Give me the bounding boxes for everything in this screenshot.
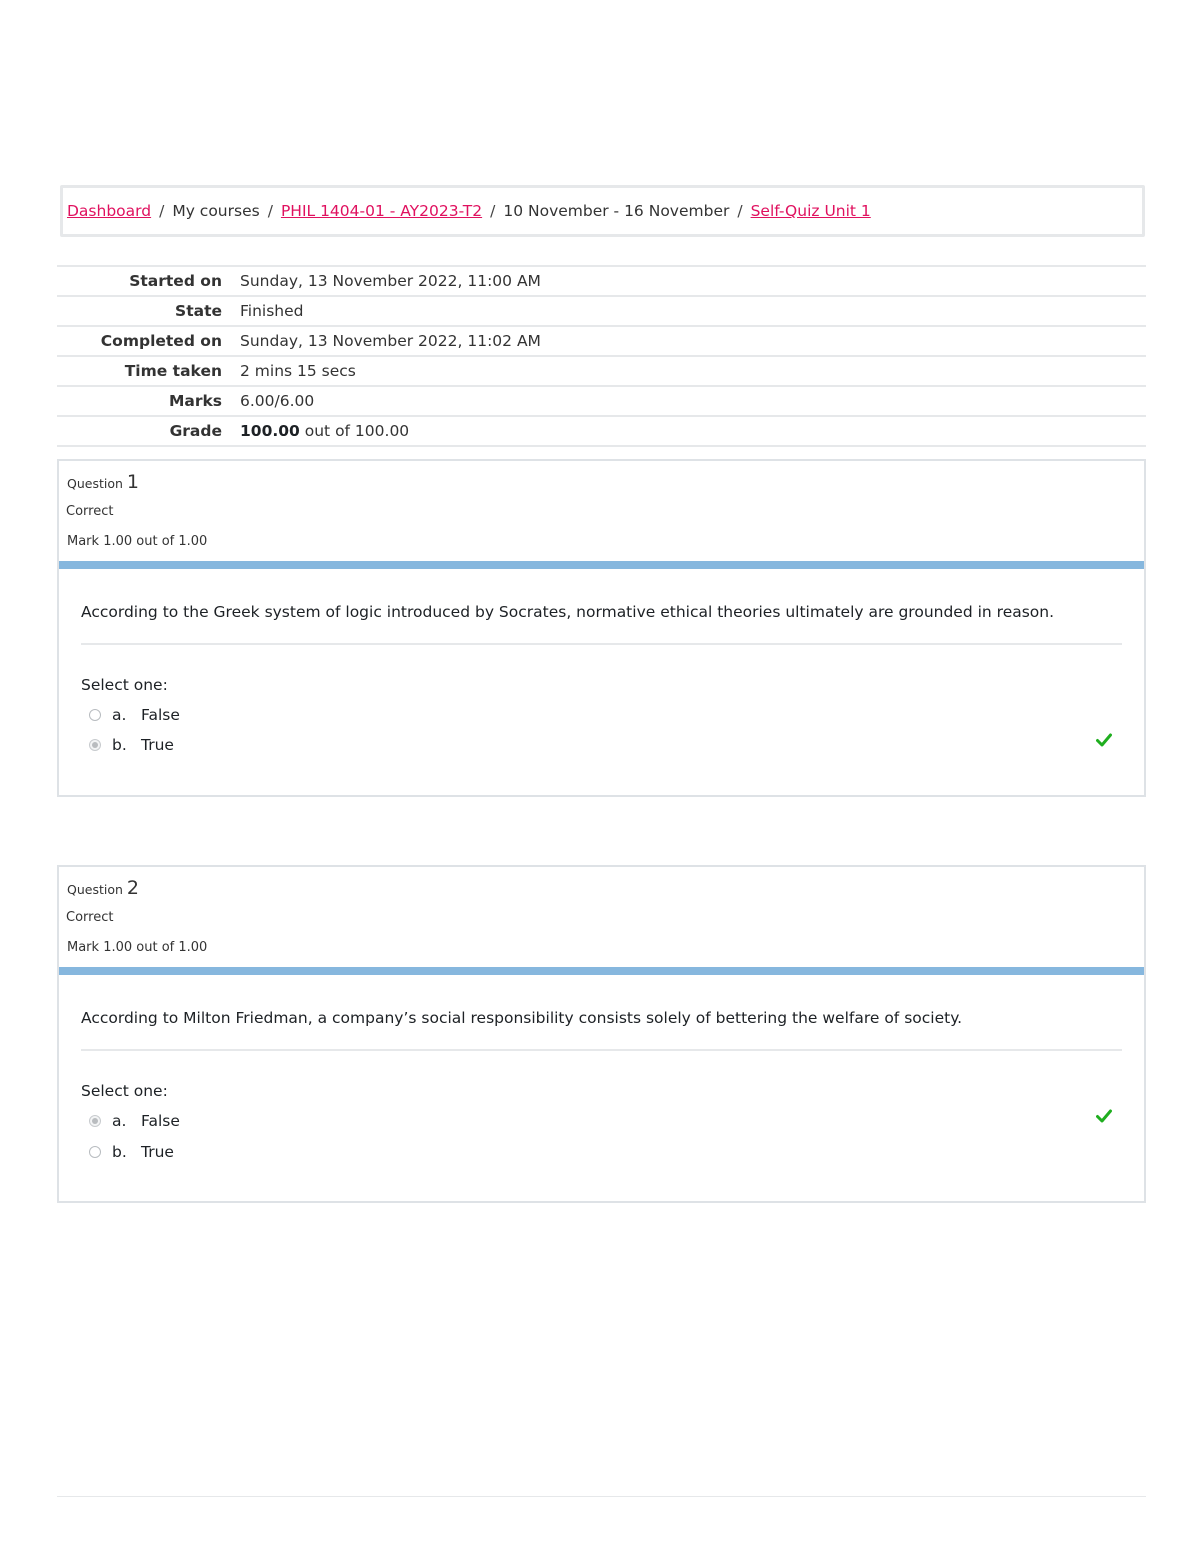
radio-icon[interactable] xyxy=(89,709,101,721)
answer-prompt: Select one: xyxy=(81,676,168,694)
summary-label: Completed on xyxy=(100,332,222,350)
summary-value: Sunday, 13 November 2022, 11:00 AM xyxy=(240,272,541,290)
summary-row-started-on xyxy=(57,267,1146,297)
question-accent-bar xyxy=(59,967,1144,975)
question-content xyxy=(59,569,1144,795)
answer-option-b[interactable] xyxy=(89,1143,174,1161)
summary-value: Finished xyxy=(240,302,304,320)
breadcrumb-course[interactable]: PHIL 1404-01 - AY2023-T2 xyxy=(280,202,483,220)
question-number-value: 2 xyxy=(126,877,139,899)
grade-out-of: out of 100.00 xyxy=(299,422,410,440)
question-number xyxy=(67,877,139,899)
radio-icon[interactable] xyxy=(89,1146,101,1158)
question-1 xyxy=(57,459,1146,797)
breadcrumb-separator: / xyxy=(737,202,743,220)
question-prefix: Question xyxy=(67,476,123,491)
answer-option-a[interactable] xyxy=(89,1112,180,1130)
radio-icon[interactable] xyxy=(89,739,101,751)
question-divider xyxy=(81,1049,1122,1051)
summary-row-time-taken xyxy=(57,357,1146,387)
option-label: True xyxy=(141,736,174,754)
summary-value: 6.00/6.00 xyxy=(240,392,315,410)
question-accent-bar xyxy=(59,561,1144,569)
question-number-value: 1 xyxy=(126,471,139,493)
question-info xyxy=(59,867,1144,967)
question-state: Correct xyxy=(66,910,114,925)
summary-row-marks xyxy=(57,387,1146,417)
summary-row-completed-on xyxy=(57,327,1146,357)
breadcrumb-week: 10 November - 16 November xyxy=(503,202,730,220)
attempt-summary-table xyxy=(57,265,1146,447)
check-icon xyxy=(1096,1109,1112,1123)
summary-label: State xyxy=(175,302,222,320)
breadcrumb-separator: / xyxy=(267,202,273,220)
summary-label: Grade xyxy=(169,422,222,440)
option-letter: b. xyxy=(112,1143,127,1161)
question-content xyxy=(59,975,1144,1201)
answer-prompt: Select one: xyxy=(81,1082,168,1100)
question-mark: Mark 1.00 out of 1.00 xyxy=(67,940,208,955)
radio-icon[interactable] xyxy=(89,1115,101,1127)
summary-row-state xyxy=(57,297,1146,327)
question-info xyxy=(59,461,1144,561)
footer-divider xyxy=(57,1496,1146,1497)
breadcrumb-my-courses: My courses xyxy=(172,202,260,220)
answer-option-b[interactable] xyxy=(89,736,174,754)
summary-row-grade xyxy=(57,417,1146,447)
option-letter: a. xyxy=(112,706,127,724)
summary-label: Marks xyxy=(168,392,222,410)
question-number xyxy=(67,471,139,493)
question-2 xyxy=(57,865,1146,1203)
breadcrumb-separator: / xyxy=(159,202,165,220)
summary-value xyxy=(240,422,409,440)
question-mark: Mark 1.00 out of 1.00 xyxy=(67,534,208,549)
grade-score: 100.00 xyxy=(240,422,300,440)
breadcrumb xyxy=(60,185,1145,237)
check-icon xyxy=(1096,733,1112,747)
summary-value: Sunday, 13 November 2022, 11:02 AM xyxy=(240,332,541,350)
option-letter: b. xyxy=(112,736,127,754)
summary-label: Time taken xyxy=(124,362,222,380)
question-divider xyxy=(81,643,1122,645)
breadcrumb-quiz[interactable]: Self-Quiz Unit 1 xyxy=(750,202,871,220)
question-state: Correct xyxy=(66,504,114,519)
option-label: False xyxy=(141,706,180,724)
summary-value: 2 mins 15 secs xyxy=(240,362,356,380)
option-label: True xyxy=(141,1143,174,1161)
breadcrumb-dashboard[interactable]: Dashboard xyxy=(67,202,152,220)
option-letter: a. xyxy=(112,1112,127,1130)
breadcrumb-separator: / xyxy=(490,202,496,220)
option-label: False xyxy=(141,1112,180,1130)
answer-option-a[interactable] xyxy=(89,706,180,724)
question-prefix: Question xyxy=(67,882,123,897)
question-text: According to Milton Friedman, a company’s social responsibility consists solely of bettering the welfare of society. xyxy=(81,1009,963,1027)
question-text: According to the Greek system of logic introduced by Socrates, normative ethical theories ultimately are grounded in reason. xyxy=(81,603,1055,621)
summary-label: Started on xyxy=(129,272,222,290)
